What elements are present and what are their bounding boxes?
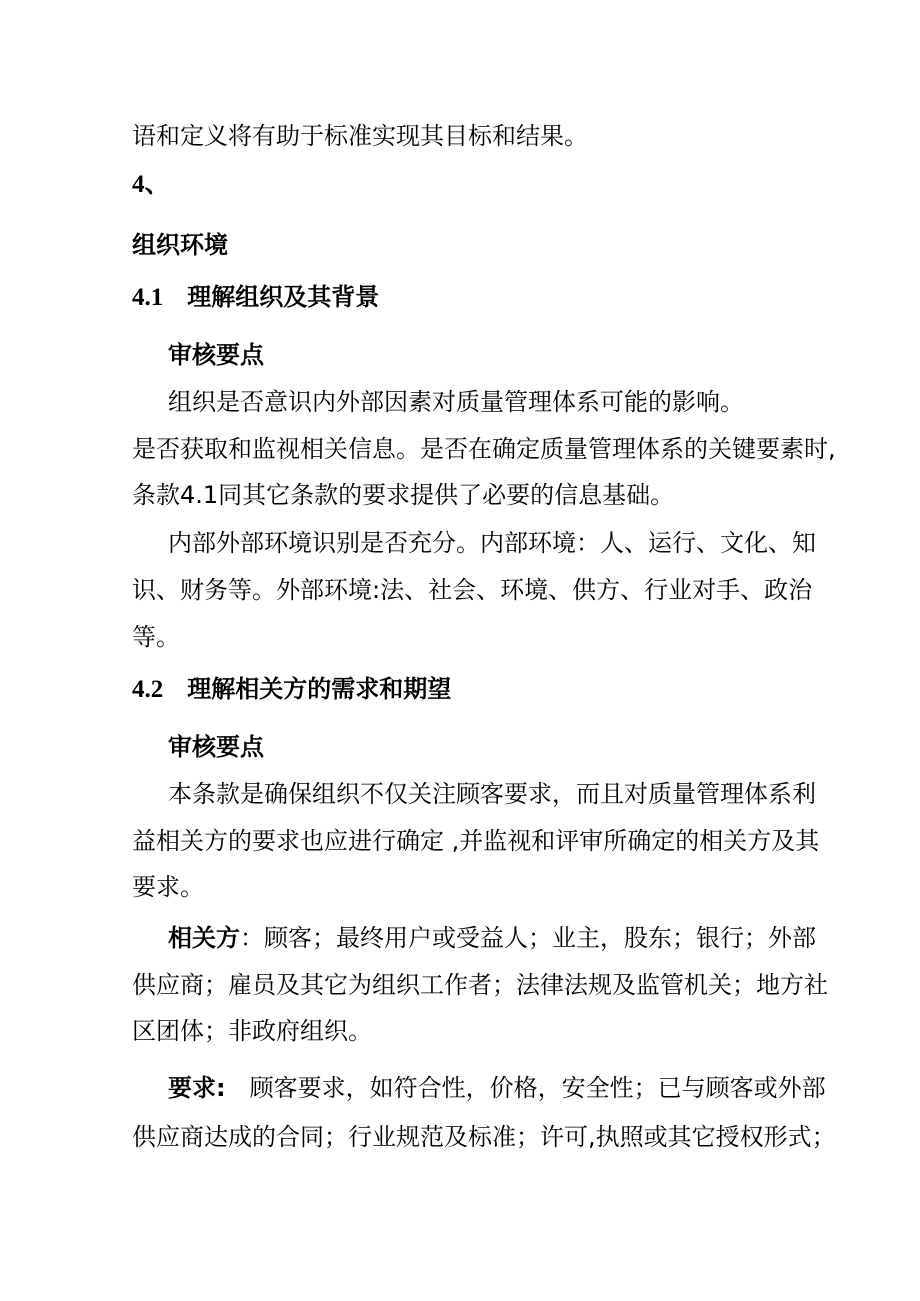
paragraph-line: 是否获取和监视相关信息。是否在确定质量管理体系的关键要素时,	[132, 435, 836, 463]
paragraph-line: 本条款是确保组织不仅关注顾客要求，而且对质量管理体系利	[168, 780, 816, 808]
paragraph-line: 区团体；非政府组织。	[132, 1017, 372, 1045]
paragraph-line: 组织是否意识内外部因素对质量管理体系可能的影响。	[168, 388, 744, 416]
subsection-number: 4.2	[132, 676, 164, 703]
term-text: ：顾客；最终用户或受益人；业主，股东；银行；外部	[240, 924, 816, 952]
audit-points-heading: 审核要点	[168, 733, 264, 761]
subsection-title: 理解相关方的需求和期望	[187, 675, 452, 703]
subsection-heading-4-1	[132, 281, 379, 314]
paragraph-line: 供应商达成的合同；行业规范及标准；许可,执照或其它授权形式；	[132, 1123, 836, 1151]
section-number: 4、	[132, 171, 170, 198]
subsection-heading-4-2	[132, 673, 451, 706]
subsection-title: 理解组织及其背景	[187, 283, 380, 311]
paragraph-line: 内部外部环境识别是否充分。内部环境：人、运行、文化、知	[168, 529, 816, 557]
paragraph-line: 语和定义将有助于标准实现其目标和结果。	[132, 122, 588, 150]
paragraph-line: 供应商；雇员及其它为组织工作者；法律法规及监管机关；地方社	[132, 971, 828, 999]
paragraph-line: 条款4.1同其它条款的要求提供了必要的信息基础。	[132, 481, 675, 509]
subsection-number: 4.1	[132, 284, 164, 311]
paragraph-line: 益相关方的要求也应进行确定 ,并监视和评审所确定的相关方及其	[132, 827, 820, 855]
paragraph-line	[168, 1072, 826, 1104]
paragraph-line	[168, 922, 816, 954]
term-text: 顾客要求，如符合性，价格，安全性；已与顾客或外部	[249, 1074, 826, 1102]
section-title: 组织环境	[132, 231, 228, 259]
paragraph-line: 等。	[132, 623, 180, 651]
term-label: 相关方	[168, 924, 240, 952]
term-label: 要求:	[168, 1074, 226, 1102]
paragraph-line: 识、财务等。外部环境:法、社会、环境、供方、行业对手、政治	[132, 576, 813, 604]
paragraph-line: 要求。	[132, 873, 204, 901]
audit-points-heading: 审核要点	[168, 341, 264, 369]
